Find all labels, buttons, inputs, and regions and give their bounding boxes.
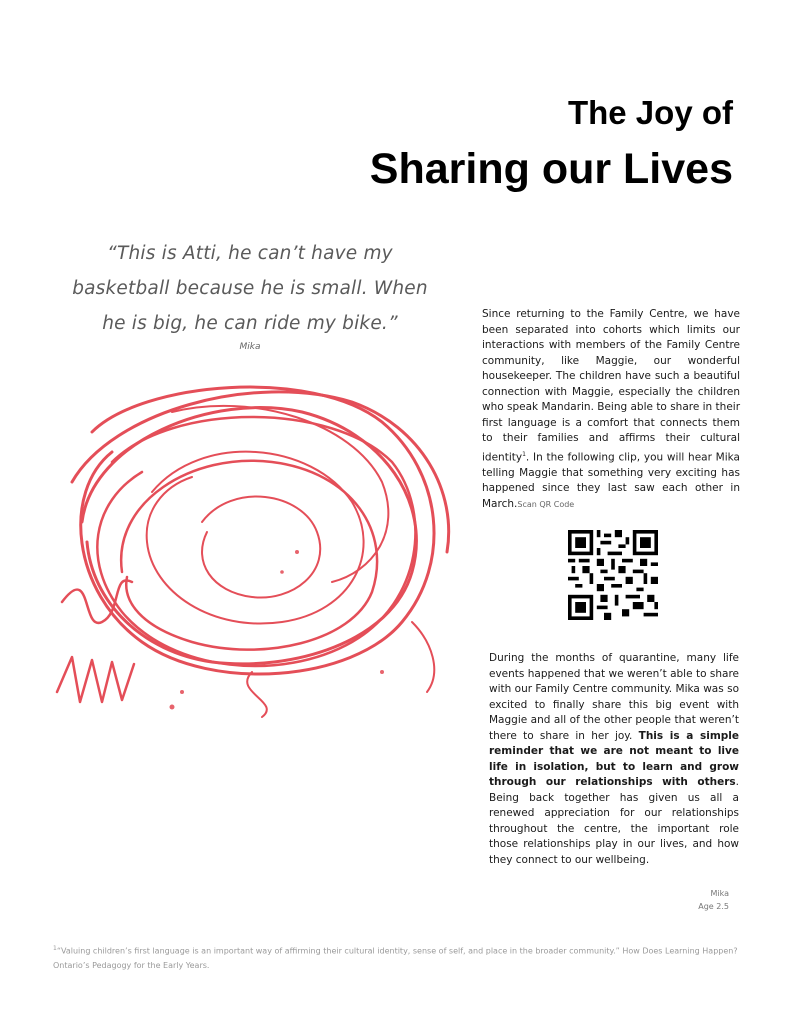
quote-author: Mika	[239, 342, 261, 352]
qr-instruction: Scan QR Code	[517, 499, 575, 509]
scribble-stroke	[172, 406, 388, 582]
child-age: Age 2.5	[698, 902, 729, 911]
scribble-stroke	[57, 657, 134, 702]
scribble-stroke	[202, 497, 320, 598]
footnote: $^1$“Valuing children’s first language is an important way of affirming their cultural identity, sense of self, and place in the broader community.” How Does Learning Happen? Ontario’s Pedagogy for the Early Years.	[53, 945, 738, 970]
reflection-paragraph: During the months of quarantine, many life events happened that we weren’t able to share with our Family Centre community. Mika was so excited to finally share this big event with Maggie and all of the other people that weren’t there to share in her joy. This is a simple reminder that we are not meant to live life in isolation, but to learn and grow through our relationships with others. Being back together has given us all a renewed appreciation for our relationships throughout the centre, the important role those relationships play in our lives, and how they connect to our wellbeing.	[489, 652, 739, 866]
scribble-stroke	[121, 461, 377, 650]
child-name: Mika	[710, 889, 729, 898]
scribble-dot	[280, 570, 284, 574]
page-title-line1: The Joy of	[567, 94, 733, 131]
scribble-stroke	[82, 408, 416, 664]
scribble-dot	[295, 550, 299, 554]
scribble-stroke	[81, 387, 434, 674]
scribble-stroke	[412, 622, 434, 692]
scribble-dot	[170, 705, 175, 710]
child-signature	[698, 887, 729, 913]
scribble-dot	[180, 690, 184, 694]
qr-code[interactable]	[568, 530, 658, 620]
scribble-dot	[380, 670, 384, 674]
page-title-line2: Sharing our Lives	[369, 145, 733, 193]
child-scribble-drawing	[52, 372, 462, 727]
intro-paragraph: Since returning to the Family Centre, we have been separated into cohorts which limits our interactions with members of the Family Centre community, like Maggie, our wonderful housekeeper. The children have such a beautiful connection with Maggie, especially the children who speak Mandarin. Being able to share in their first language is a comfort that connects them to their families and affirms their cultural identity$^1$. In the following clip, you will hear Mika telling Maggie that something very exciting has happened since they last saw each other in March.Scan QR Code	[482, 308, 741, 510]
key-message: This is a simple reminder that we are not meant to live life in isolation, but to learn and grow through our relationships with others	[489, 729, 739, 788]
child-quote: “This is Atti, he can’t have my basketball because he is small. When he is big, he can ride my bike.”	[72, 243, 428, 334]
scribble-stroke	[247, 672, 267, 717]
